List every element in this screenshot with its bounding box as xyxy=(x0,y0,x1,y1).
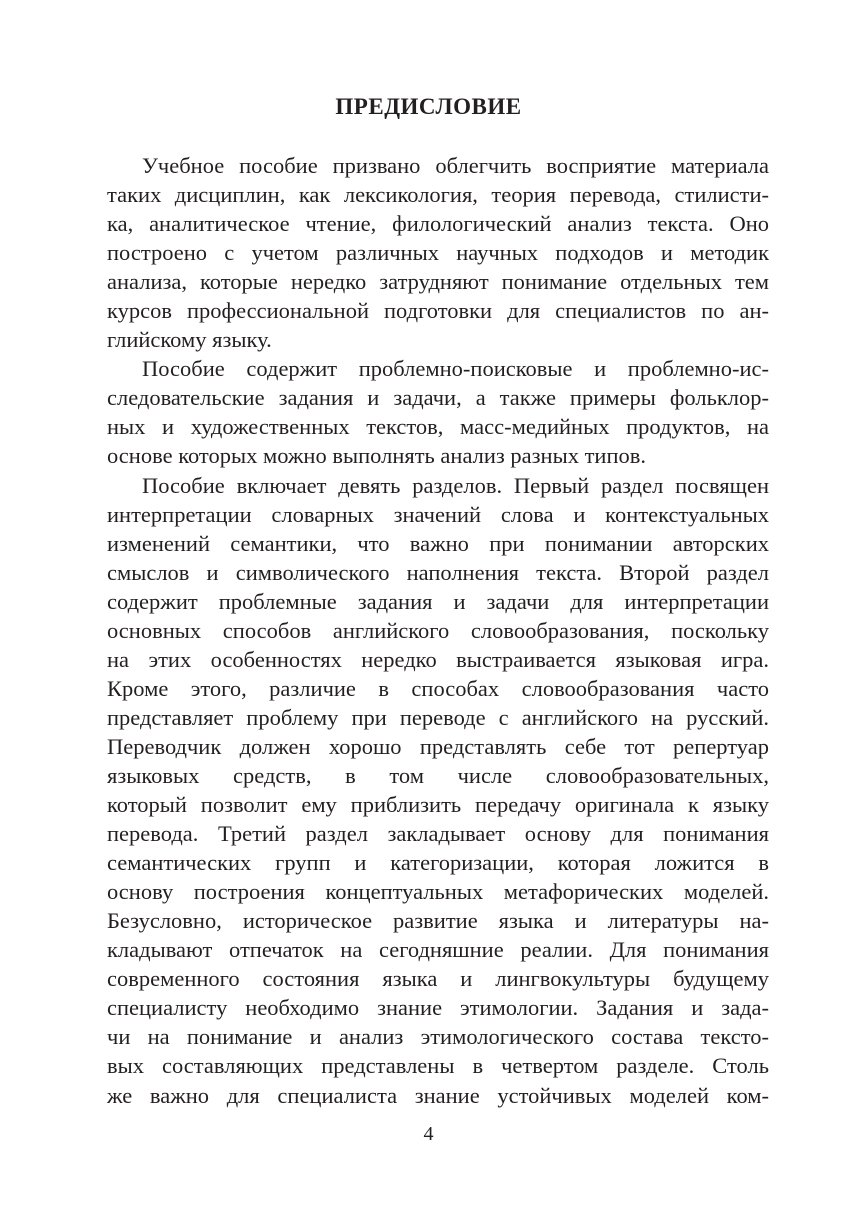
text-line: перевода. Третий раздел закладывает основу для понимания xyxy=(107,821,769,847)
text-line: изменений семантики, что важно при понимании авторских xyxy=(107,530,769,556)
text-line: Учебное пособие призвано облегчить восприятие материала xyxy=(142,153,769,178)
text-line: Пособие содержит проблемно-поисковые и проблемно-ис- xyxy=(142,356,769,382)
text-line: специалисту необходимо знание этимологии. Задания и зада- xyxy=(107,995,769,1021)
text-line: ка, аналитическое чтение, филологический анализ текста. Оно xyxy=(107,211,769,237)
text-line: представляет проблему при переводе с английского на русский. xyxy=(107,704,769,730)
text-line: же важно для специалиста знание устойчивых моделей ком- xyxy=(107,1082,769,1108)
text-line: современного состояния языка и лингвокультуры будущему xyxy=(107,966,769,992)
text-line: языковых средств, в том числе словообразовательных, xyxy=(107,762,769,788)
text-line: анализа, которые нередко затрудняют понимание отдельных тем xyxy=(107,269,769,295)
text-line: курсов профессиональной подготовки для специалистов по ан- xyxy=(107,298,769,324)
text-line: смыслов и символического наполнения текста. Второй раздел xyxy=(107,559,769,585)
text-line: основных способов английского словообразования, поскольку xyxy=(107,617,769,643)
page-title: ПРЕДИСЛОВИЕ xyxy=(335,94,522,119)
text-line: Переводчик должен хорошо представлять себе тот репертуар xyxy=(107,733,769,759)
text-line: кладывают отпечаток на сегодняшние реалии. Для понимания xyxy=(107,937,769,963)
text-line: семантических групп и категоризации, которая ложится в xyxy=(107,850,769,876)
text-line: ных и художественных текстов, масс-медийных продуктов, на xyxy=(107,414,769,440)
text-line: Безусловно, историческое развитие языка и литературы на- xyxy=(107,908,769,934)
paragraph-3 xyxy=(107,471,769,1110)
text-line: основу построения концептуальных метафорических моделей. xyxy=(107,879,769,905)
text-line: интерпретации словарных значений слова и контекстуальных xyxy=(107,501,769,527)
text-line: чи на понимание и анализ этимологического состава тексто- xyxy=(107,1024,769,1050)
page-number: 4 xyxy=(423,1123,434,1145)
text-line: Пособие включает девять разделов. Первый раздел посвящен xyxy=(142,472,769,498)
text-line: который позволит ему приблизить передачу оригинала к языку xyxy=(107,792,769,818)
text-line: вых составляющих представлены в четвертом разделе. Столь xyxy=(107,1053,769,1079)
text-line: глийскому языку. xyxy=(107,327,272,353)
text-line: построено с учетом различных научных подходов и методик xyxy=(107,240,769,266)
text-line: Кроме этого, различие в способах словообразования часто xyxy=(107,675,769,701)
text-line: таких дисциплин, как лексикология, теория перевода, стилисти- xyxy=(107,182,769,208)
text-line: основе которых можно выполнять анализ разных типов. xyxy=(107,443,646,469)
paragraph-2 xyxy=(107,354,769,470)
text-line: содержит проблемные задания и задачи для интерпретации xyxy=(107,588,769,614)
text-line: следовательские задания и задачи, а также примеры фольклор- xyxy=(107,385,769,411)
text-line: на этих особенностях нередко выстраивается языковая игра. xyxy=(107,646,769,672)
body-text xyxy=(107,151,769,1110)
paragraph-1 xyxy=(107,151,769,354)
